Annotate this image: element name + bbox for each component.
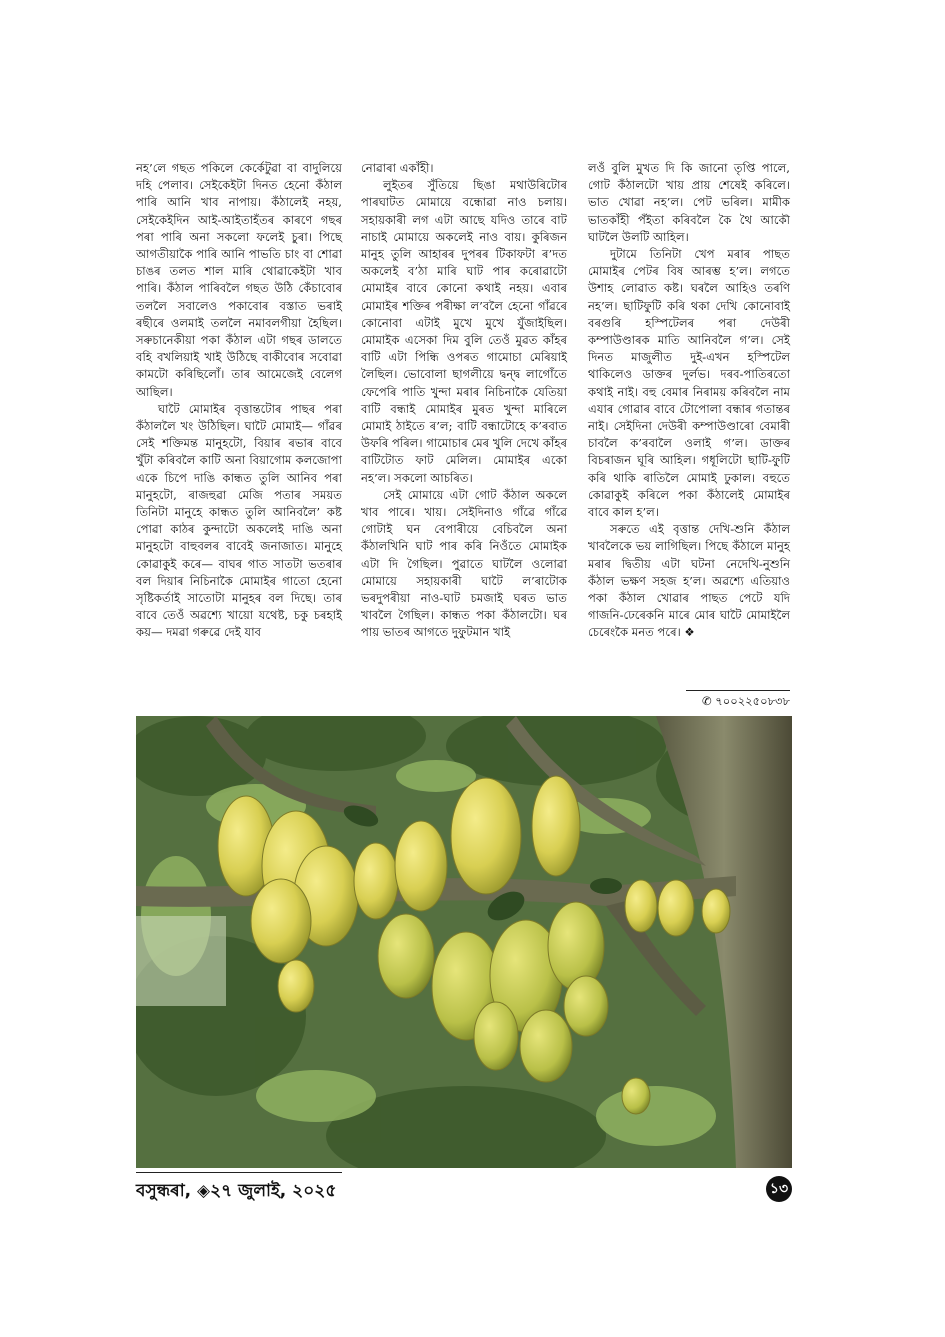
article-column-2 bbox=[361, 160, 567, 642]
author-phone: ✆ ৭০০২২৫০৮৩৮ bbox=[686, 690, 790, 712]
masthead-date: বসুন্ধৰা, ◈২৭ জুলাই, ২০২৫ bbox=[136, 1181, 337, 1201]
article-column-3 bbox=[588, 160, 790, 642]
footer-rule bbox=[136, 1172, 342, 1173]
jackfruit-photo bbox=[136, 716, 792, 1168]
paragraph: দুটামে তিনিটা খেপ মৰাৰ পাছত মোমাইৰ পেটৰ বিষ আৰম্ভ হ’ল। লগতে উশাহ লোৱাত কষ্ট। ঘৰলৈ আহিও তৰণি নহ’ল। ছাটিফুটি কৰি থকা দেখি কোনোবাই বৰগুৰি হস্পিটেলৰ পৰা দেউৰী কম্পাউণ্ডাৰক মাতি আনিবলৈ গ’ল। সেই দিনত মাজুলীত দুই-এখন হস্পিটেল থাকিলেও ডাক্তৰ দুৰ্লভ। দৰব-পাতিৰতো কথাই নাই। বহু বেমাৰ নিৰাময় কৰিবলৈ নাম এযাৰ গোৱাৰ বাবে টোপোলা বন্ধাৰ গতান্তৰ নাই। সেইদিনা দেউৰী কম্পাউণ্ডাৰো বেমাৰী চাবলৈ ক’ৰবালৈ ওলাই গ’ল। ডাক্তৰ বিচৰাজন ঘূৰি আহিল। গধূলিটো ছাটি-ফুটি কৰি থাকি ৰাতিলৈ মোমাই ঢুকাল। বহুতে কোৱাকুই কৰিলে পকা কঁঠালেই মোমাইৰ বাবে কাল হ’ল। bbox=[588, 247, 790, 520]
paragraph: সৰুতে এই বৃত্তান্ত দেখি-শুনি কঁঠাল খাবলৈকে ভয় লাগিছিল। পিছে কঁঠালে মানুহ মৰাৰ দ্বিতীয় এটা ঘটনা নেদেখি-নুশুনি কঁঠাল ভক্ষণ সহজ হ’ল। অৱশ্যে এতিয়াও পকা কঁঠাল খোৱাৰ পাছত পেটে যদি গাজনি-ঢেৰেকনি মাৰে মোৰ ঘাটৈ মোমাইলৈ চেৰেংকৈ মনত পৰে। ❖ bbox=[588, 522, 790, 640]
paragraph: ঘাটৈ মোমাইৰ বৃত্তান্তটোৰ পাছৰ পৰা কঁঠাললৈ খং উঠিছিল। ঘাটৈ মোমাই— গাঁৱৰ সেই শক্তিমন্ত মানুহটো, বিয়াৰ ৰভাৰ বাবে খুঁটা কৰিবলৈ কাটি অনা বিয়াগোম কলজোপা একে চিপে দাঙি কান্ধত তুলি আনিব পৰা মানুহটো, ৰাজহুৱা মেজি পতাৰ সময়ত তিনিটা মানুহে কান্ধত তুলি আনিবলৈ’ কষ্ট পোৱা কাঠৰ কুন্দাটো অকলেই দাঙি অনা মানুহটো বাহুবলৰ বাবেই জনাজাত। মানুহে কোৱাকুই কৰে— বাঘৰ গাত সাতটা ভতৰাৰ বল দিয়াৰ নিচিনাকৈ মোমাইৰ গাতো হেনো সৃষ্টিকৰ্তাই সাতোটা মানুহৰ বল দিছে। তাৰ বাবে তেওঁ অৱশ্যে খায়ো যথেষ্ট, চকু চৰহাই কয়— দমৱা গৰুৱে দেই যাব bbox=[136, 401, 342, 640]
paragraph: নহ’লে গছত পকিলে কেৰ্কেটুৱা বা বাদুলিয়ে দহি পেলাব। সেইকেইটা দিনত হেনো কঁঠাল পাৰি আনি খাব নাপায়। কঁঠালেই নহয়, সেইকেইদিন আই-আইতাহঁতৰ কাৰণে গছৰ পৰা পাৰি অনা সকলো ফলেই চুৰা। পিছে আগতীয়াকৈ পাৰি আনি পাভতি চাং বা শোৱা চাঙৰ তলত শাল মাৰি থোৱাকেইটা খাব পাৰি। কঁঠাল পাৰিবলৈ গছত উঠি কেঁচাবোৰ তললৈ সবালেও পকাবোৰ বস্তাত ভৰাই ৰছীৰে ওলমাই তললৈ নমাবলগীয়া হৈছিল। সৰুচানেকীয়া পকা কঁঠাল এটা গছৰ ডালতে বহি বখলিয়াই খাই উঠিছে বাকীবোৰ সবোৱা কামটো কৰিছিলোঁ। তাৰ আমেজেই বেলেগ আছিল। bbox=[136, 161, 342, 399]
paragraph: লওঁ বুলি মুখত দি কি জানো তৃপ্তি পালে, গোট কঁঠালটো খায় প্ৰায় শেষেই কৰিলে। ভাত খোৱা নহ’ল। পেট ভৰিল। মামীক ভাতকাঁহী পঁইতা কৰিবলৈ কৈ থৈ আকৌ ঘাটলৈ উলটি আহিল। bbox=[588, 161, 790, 244]
article-column-1 bbox=[136, 160, 342, 642]
paragraph: সেই মোমায়ে এটা গোট কঁঠাল অকলে খাব পাৰে। খায়। সেইদিনাও গাঁৱে গাঁৱে গোটাই ঘন বেপাৰীয়ে বেচিবলৈ অনা কঁঠালখিনি ঘাট পাৰ কৰি নিওঁতে মোমাইক এটা দি গৈছিল। পুৱাতে ঘাটলৈ ওলোৱা মোমায়ে সহায়কাৰী ঘাটৈ ল’ৰাটোক ভৰদুপৰীয়া নাও-ঘাট চমজাই ঘৰত ভাত খাবলৈ গৈছিল। কান্ধত পকা কঁঠালটো। ঘৰ পায় ভাতৰ আগতে দুফুটমান খাই bbox=[361, 487, 567, 640]
page-number: ১৩ bbox=[766, 1176, 792, 1202]
paragraph: লুইতৰ সুঁতিয়ে ছিঙা মথাউৰিটোৰ পাৰঘাটত মোমায়ে বন্ধোৱা নাও চলায়। সহায়কাৰী লগ এটা আছে যদিও তাৰে বাট নাচাই মোমায়ে অকলেই নাও বায়। কুৰিজন মানুহ তুলি আহাৰৰ দুপৰৰ টিকাফটা ৰ’দত অকলেই ব’ঠা মাৰি ঘাট পাৰ কৰোৱাটো মোমাইৰ বাবে কোনো কথাই নহয়। এবাৰ মোমাইৰ শক্তিৰ পৰীক্ষা ল’বলৈ হেনো গাঁৱৰে কোনোবা এটাই মুখে মুখে যুঁজাইছিল। মোমাইক এসেকা দিম বুলি তেওঁ মুৱত কাঁহৰ বাটি এটা পিন্ধি ওপৰত গামোচা মেৰিয়াই লৈছিল। ভোবোলা ছাগলীয়ে দ্বন্দ্ব লাগোঁতে ফেপেৰি পাতি খুন্দা মৰাৰ নিচিনাকৈ যেতিয়া বাটি বন্ধাই মোমাইৰ মুৰত খুন্দা মাৰিলে মোমাই ঠাইতে ৰ’ল; বাটি বন্ধাটোহে ক’ৰবাত উফৰি পৰিল। গামোচাৰ মেৰ খুলি দেখে কাঁহৰ বাটিটোত ফাট মেলিল। মোমাইৰ একো নহ’ল। সকলো আচৰিত। bbox=[361, 178, 567, 485]
paragraph: নোৱাৰা একাঁহী। bbox=[361, 161, 434, 175]
